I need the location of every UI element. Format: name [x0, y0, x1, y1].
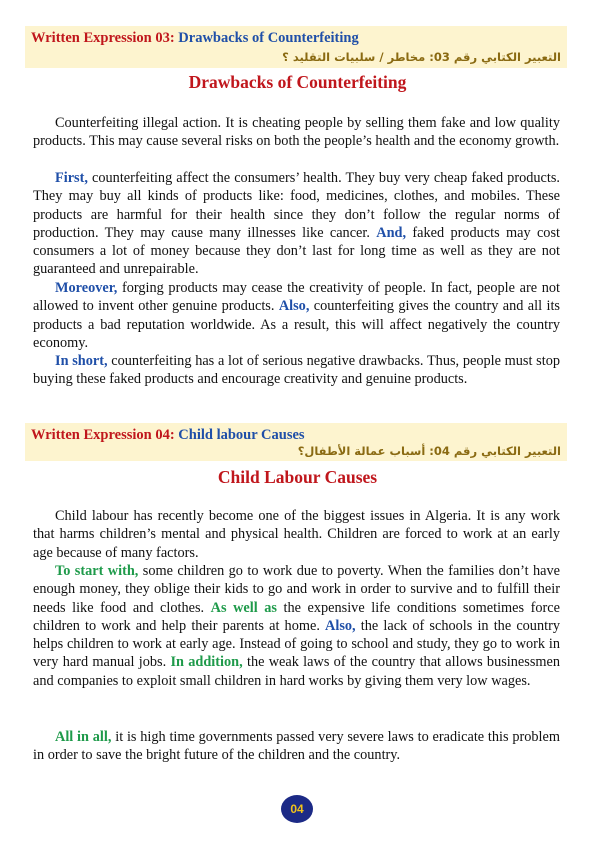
essay-paragraph — [33, 114, 560, 151]
transition-word: All in all, — [55, 729, 112, 745]
transition-word: In short, — [55, 353, 108, 369]
paragraph-text: the weak laws of the country that allows businessmen and companies to exploit small children in hard works by giving them very low wages. — [33, 654, 560, 689]
paragraph-text: counterfeiting affect the consumers’ health. They buy very cheap faked products. They may buy all kinds of products like: food, medicines, clothes, and mobiles. These products are harmful for their health since they don’t follow the regular norms of production. They may cause many illnesses like cancer. — [33, 170, 560, 241]
paragraph-text: counterfeiting gives the country and all its products a bad reputation worldwide. As a result, this will affect negatively the country economy. — [33, 298, 560, 351]
section-topic: Drawbacks of Counterfeiting — [178, 30, 359, 46]
transition-word: As well as — [210, 599, 277, 616]
transition-word: In addition, — [170, 654, 243, 671]
essay-paragraph — [33, 352, 560, 389]
paragraph-text: the expensive life conditions sometimes force children to work and help their parents at home. — [33, 599, 560, 634]
essay-heading: Child Labour Causes — [217, 467, 378, 487]
section-label: Written Expression 03: — [31, 30, 175, 46]
essay-paragraph — [33, 562, 560, 690]
paragraph-text: forging products may cease the creativity of people. In fact, people are not allowed to invent other genuine products. — [33, 280, 560, 315]
section-header-band — [25, 423, 567, 461]
transition-word: Moreover, — [55, 280, 118, 296]
paragraph-text: Counterfeiting illegal action. It is cheating people by selling them fake and low quality products. This may cause several risks on both the people’s health and the economy growth. — [33, 115, 560, 150]
essay-paragraph — [33, 169, 560, 279]
section-title — [31, 30, 359, 47]
paragraph-text: the lack of schools in the country helps children to work at early age. Instead of going to school and study, they go to work in very hard manual jobs. — [33, 617, 560, 671]
page-number-badge: 04 — [281, 795, 313, 823]
section-header-band — [25, 26, 567, 68]
transition-word: To start with, — [55, 563, 139, 579]
transition-word: First, — [55, 170, 88, 186]
section-label: Written Expression 04: — [31, 427, 175, 443]
paragraph-text: it is high time governments passed very severe laws to eradicate this problem in order to save the bright future of the children and the country. — [33, 729, 560, 764]
paragraph-text: counterfeiting has a lot of serious negative drawbacks. Thus, people must stop buying these faked products and encourage creativity and genuine products. — [33, 353, 560, 388]
section-arabic-title: التعبير الكتابي رقم 04: أسباب عمالة الأطفال؟ — [297, 444, 561, 458]
essay-paragraph — [33, 279, 560, 352]
section-topic: Child labour Causes — [178, 427, 305, 443]
paragraph-text: Child labour has recently become one of the biggest issues in Algeria. It is any work that harms children’s mental and physical health. Children are forced to work at an early age because of many factors. — [33, 508, 560, 561]
paragraph-text: faked products may cost consumers a lot of money because they don’t last for long time as well as they are not guaranteed and unrepairable. — [33, 224, 560, 278]
transition-word: Also, — [325, 617, 356, 634]
transition-word: And, — [376, 224, 407, 241]
essay-paragraph — [33, 507, 560, 562]
essay-paragraph — [33, 728, 560, 765]
paragraph-text: some children go to work due to poverty. When the families don’t have enough money, they oblige their kids to go and work in order to survive and to fulfill their needs like food and clothes. — [33, 563, 560, 616]
essay-heading: Drawbacks of Counterfeiting — [188, 72, 407, 92]
section-title — [31, 427, 305, 444]
transition-word: Also, — [278, 298, 310, 315]
section-arabic-title: التعبير الكتابي رقم 03: مخاطر / سلبيات التقليد ؟ — [282, 50, 561, 64]
